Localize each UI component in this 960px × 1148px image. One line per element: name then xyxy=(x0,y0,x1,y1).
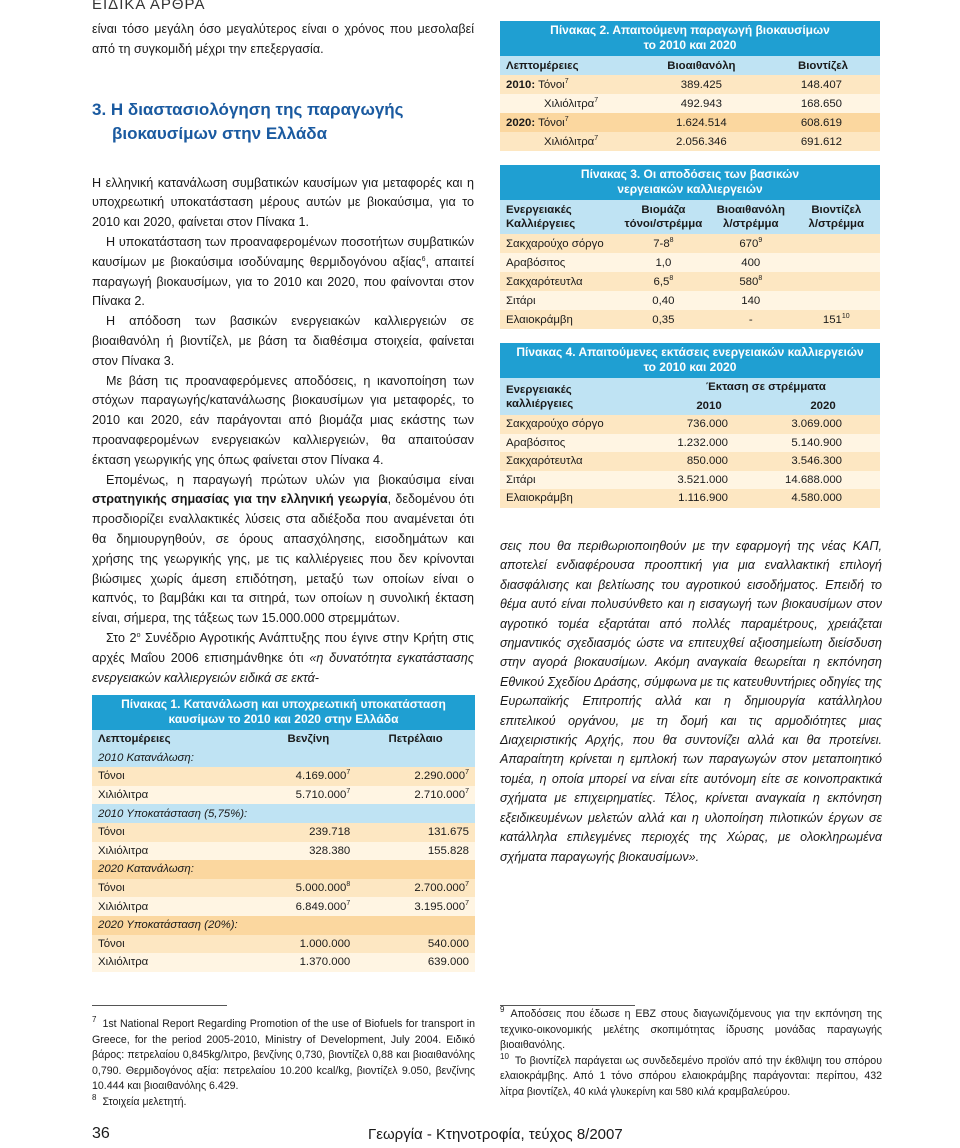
table-cell: 155.828 xyxy=(356,842,475,861)
paragraph-2-text-a: Η υποκατάσταση των προαναφερομένων ποσοτήτων συμβατικών καυσίμων με βιοκαύσιμα ισοδύναμης θερμιδογόνου αξίας xyxy=(92,234,474,269)
table-row xyxy=(500,75,880,94)
table-row xyxy=(500,132,880,151)
table-1-title-line1: Πίνακας 1. Κατανάλωση και υποχρεωτική υποκατάσταση xyxy=(121,697,446,711)
table-cell: Αραβόσιτος xyxy=(500,434,652,453)
paragraph-6-text-b: Συνέδριο Αγροτικής Ανάπτυξης που έγινε στην Κρήτη στις αρχές Μαΐου 2006 επισημάνθηκε ότι xyxy=(92,630,474,665)
page-number: 36 xyxy=(92,1125,110,1142)
table-cell: Σιτάρι xyxy=(500,291,618,310)
paragraph-6 xyxy=(92,629,474,688)
table-cell: Χιλιόλιτρα$^7$ xyxy=(500,94,637,113)
right-column-paragraph: σεις που θα περιθωριοποιηθούν με την εφαρμογή της νέας ΚΑΠ, αποτελεί ενδιαφέρουσα προοπτική για μια εναλλακτική επιλογή διασφάλισης και βελτίωσης του αγροτικού εισοδήματος. Επειδή το θέμα αυτό είναι πολυσύνθετο και η εισαγωγή των βιοκαυσίμων στον αγροτικό τομέα εξαρτάται από πολλές παραμέτρους, χρειάζεται σημαντικός σχεδιασμός ώστε να επιτευχθεί αξιοσημείωτη διείσδυση στην αγορά βιοκαυσίμων. Ακόμη αναγκαία θεωρείται η εκπόνηση Εθνικού Σχεδίου Δράσης, σύμφωνα με τις κατευθυντήριες οδηγίες της Ευρωπαϊκής Επιτροπής αλλά και η δημιουργία κατάλληλου επιτελικού οργάνου, με τη δομή και τις αρμοδιότητες μιας Διαχειριστικής Αρχής, που θα συντονίζει αλλά και θα προτείνει. Απαραίτητη κρίνεται η εμπλοκή των παραγωγών στον μεταποιητικό τομέα, η οποία μπορεί να είναι είτε αυτόνομη είτε σε κοινοπρακτικά σχήματα με επιχειρηματίες. Τέλος, κρίνεται αναγκαία η εκπόνηση εξειδικευμένων μελετών αλλά και η υλοποίηση πιλοτικών έργων σε κατάλληλα επιλεγμένες περιοχές της Χώρας, με ολοκληρωμένα σχήματα παραγωγής βιοκαυσίμων». xyxy=(500,539,882,864)
table-3-title-line2: νεργειακών καλλιεργειών xyxy=(617,182,763,196)
table-cell: Χιλιόλιτρα xyxy=(92,953,261,972)
table-1 xyxy=(92,695,475,972)
table-cell: 328.380 xyxy=(261,842,357,861)
table-cell: $6,5^8$ xyxy=(618,272,709,291)
footnote-8: $^8$ Στοιχεία μελετητή. xyxy=(92,1093,187,1108)
footnote-9: $^9$ Αποδόσεις που έδωσε η ΕΒΖ στους διαγωνιζόμενους για την εκπόνηση της τεχνικο-οικονομικής μελέτης σκοπιμότητας ίδρυσης μονάδας παραγωγής βιοαιθανόλης. xyxy=(500,1005,882,1052)
table-cell: Σιτάρι xyxy=(500,471,652,490)
table-cell: 850.000 xyxy=(652,452,766,471)
table-1-header xyxy=(92,730,475,749)
table-cell: $670^9$ xyxy=(709,234,793,253)
right-column xyxy=(500,537,882,867)
paragraph-6-text-a: Στο 2 xyxy=(106,630,137,645)
table-cell: Χιλιόλιτρα xyxy=(92,786,261,805)
table-row xyxy=(500,253,880,272)
table-cell: 1.000.000 xyxy=(261,935,357,954)
table-cell: 2.710.000$^7$ xyxy=(356,786,475,805)
table-row xyxy=(500,94,880,113)
paragraph-2 xyxy=(92,233,474,312)
section-heading-line1: 3. Η διαστασιολόγηση της παραγωγής xyxy=(92,99,404,119)
table-row xyxy=(92,767,475,786)
table-cell: 691.612 xyxy=(766,132,880,151)
table-cell: - xyxy=(709,310,793,329)
table-4-header-2020: 2020 xyxy=(766,397,880,416)
table-2-title xyxy=(500,21,880,56)
table-2-title-line1: Πίνακας 2. Απαιτούμενη παραγωγή βιοκαυσίμων xyxy=(550,23,830,37)
table-cell: 389.425 xyxy=(637,75,766,94)
table-4-header-2010: 2010 xyxy=(652,397,766,416)
footnote-rule-right xyxy=(500,1005,635,1006)
paragraph-6-ordinal: ο xyxy=(136,631,141,639)
table-cell: 3.069.000 xyxy=(766,415,880,434)
table-cell: 148.407 xyxy=(766,75,880,94)
table-4-header xyxy=(500,378,880,397)
table-row xyxy=(92,842,475,861)
table-cell: 140 xyxy=(709,291,793,310)
table-row xyxy=(500,291,880,310)
table-cell: 5.710.000$^7$ xyxy=(261,786,357,805)
table-3-header-biodiesel: Βιοντίζελ λ/στρέμμα xyxy=(793,200,880,234)
table-cell: 5.000.000$^8$ xyxy=(261,879,357,898)
table-1-title-line2: καυσίμων το 2010 και 2020 στην Ελλάδα xyxy=(168,712,399,726)
paragraph-5-emphasis: στρατηγικής σημασίας για την ελληνική γεωργία xyxy=(92,492,388,507)
table-cell: Τόνοι xyxy=(92,823,261,842)
table-cell: 4.169.000$^7$ xyxy=(261,767,357,786)
table-cell: Τόνοι xyxy=(92,879,261,898)
footnotes-left xyxy=(92,1017,475,1111)
table-cell: Σακχαρότευτλα xyxy=(500,272,618,291)
table-cell: 2.056.346 xyxy=(637,132,766,151)
table-cell: Σακχαρούχο σόργο xyxy=(500,415,652,434)
table-cell: 4.580.000 xyxy=(766,489,880,508)
table-cell: Χιλιόλιτρα xyxy=(92,897,261,916)
paragraph-5-text-a: Επομένως, η παραγωγή πρώτων υλών για βιοκαύσιμα είναι xyxy=(106,472,474,487)
table-cell: 131.675 xyxy=(356,823,475,842)
table-3-header-biomass: Βιομάζα τόνοι/στρέμμα xyxy=(618,200,709,234)
table-cell: 492.943 xyxy=(637,94,766,113)
table-cell: 168.650 xyxy=(766,94,880,113)
table-cell: 14.688.000 xyxy=(766,471,880,490)
table-2 xyxy=(500,21,880,151)
section-heading-line2: βιοκαυσίμων στην Ελλάδα xyxy=(112,123,328,143)
table-2-header-bioethanol: Βιοαιθανόλη xyxy=(637,56,766,75)
footnote-10: $^{10}$ Το βιοντίζελ παράγεται ως συνδεδεμένο προϊόν από την έκθλιψη του σπόρου ελαιοκράμβης. Από 1 τόνο σπόρου ελαιοκράμβης παράγονται: περίπου, 432 λίτρα βιοντίζελ, 40 κιλά γλυκερίνη και 580 κιλά κραμβαλεύρου. xyxy=(500,1052,882,1098)
table-3-title xyxy=(500,165,880,200)
table-4-body xyxy=(500,415,880,508)
table-cell: 6.849.000$^7$ xyxy=(261,897,357,916)
table-cell: 2010: Τόνοι$^7$ xyxy=(500,75,637,94)
intro-paragraph: είναι τόσο μεγάλη όσο μεγαλύτερος είναι ο χρόνος που μεσολαβεί από τη συγκομιδή μέχρι την επεξεργασία. xyxy=(92,22,474,56)
section-tag: ΕΙΔΙΚΑ ΑΡΘΡΑ xyxy=(92,0,206,13)
section-heading xyxy=(92,98,474,146)
table-row xyxy=(500,310,880,329)
table-cell: 0,35 xyxy=(618,310,709,329)
table-row xyxy=(500,489,880,508)
table-cell: 608.619 xyxy=(766,113,880,132)
table-4-title-line1: Πίνακας 4. Απαιτούμενες εκτάσεις ενεργειακών καλλιεργειών xyxy=(516,345,864,359)
table-cell: Χιλιόλιτρα xyxy=(92,842,261,861)
paragraph-3: Η απόδοση των βασικών ενεργειακών καλλιεργειών σε βιοαιθανόλη ή βιοντίζελ, με βάση τα διαθέσιμα στοιχεία, φαίνεται στον Πίνακα 3. xyxy=(92,314,474,368)
table-4 xyxy=(500,343,880,508)
table-cell: Χιλιόλιτρα$^7$ xyxy=(500,132,637,151)
table-cell: 3.521.000 xyxy=(652,471,766,490)
table-cell: Τόνοι xyxy=(92,767,261,786)
table-3-header-crops: Ενεργειακές Καλλιέργειες xyxy=(500,200,618,234)
table-3-title-line1: Πίνακας 3. Οι αποδόσεις των βασικών xyxy=(580,167,800,181)
table-cell: 239.718 xyxy=(261,823,357,842)
table-cell: 0,40 xyxy=(618,291,709,310)
table-3-header-bioethanol: Βιοαιθανόλη λ/στρέμμα xyxy=(709,200,793,234)
table-4-title-line2: το 2010 και 2020 xyxy=(643,360,737,374)
paragraph-2-text-b: , απαιτεί παραγωγή βιοκαυσίμων, για το 2010 και 2020, που φαίνονται στον Πίνακα 2. xyxy=(92,254,474,309)
table-4-header-area: Έκταση σε στρέμματα xyxy=(652,378,880,397)
table-2-title-line2: το 2010 και 2020 xyxy=(643,38,737,52)
table-cell: 3.546.300 xyxy=(766,452,880,471)
table-row xyxy=(92,935,475,954)
table-1-header-diesel: Πετρέλαιο xyxy=(356,730,475,749)
table-cell: $7-8^8$ xyxy=(618,234,709,253)
table-cell: 400 xyxy=(709,253,793,272)
table-1-header-petrol: Βενζίνη xyxy=(261,730,357,749)
table-cell xyxy=(793,253,880,272)
paragraph-6-quote: «η δυνατότητα εγκατάστασης ενεργειακών καλλιεργειών ειδικά σε εκτά- xyxy=(92,650,474,685)
table-cell: Σακχαρότευτλα xyxy=(500,452,652,471)
table-row xyxy=(500,452,880,471)
table-cell: 1.232.000 xyxy=(652,434,766,453)
table-2-header-biodiesel: Βιοντίζελ xyxy=(766,56,880,75)
table-row xyxy=(500,272,880,291)
table-1-section xyxy=(92,749,475,768)
paragraph-5 xyxy=(92,471,474,629)
table-2-header xyxy=(500,56,880,75)
table-row xyxy=(500,471,880,490)
table-cell: Σακχαρούχο σόργο xyxy=(500,234,618,253)
table-cell xyxy=(793,234,880,253)
table-cell: 639.000 xyxy=(356,953,475,972)
table-cell: 736.000 xyxy=(652,415,766,434)
table-row xyxy=(92,786,475,805)
table-1-section xyxy=(92,860,475,879)
table-1-section xyxy=(92,916,475,935)
table-cell: 1.370.000 xyxy=(261,953,357,972)
table-1-section-label: 2020 Υποκατάσταση (20%): xyxy=(92,916,475,935)
table-1-title xyxy=(92,695,475,730)
table-row xyxy=(500,234,880,253)
table-1-section-label: 2020 Κατανάλωση: xyxy=(92,860,475,879)
table-cell xyxy=(793,291,880,310)
table-cell: Τόνοι xyxy=(92,935,261,954)
footnotes-right xyxy=(500,1007,882,1101)
table-4-header-crops: Ενεργειακές καλλιέργειες xyxy=(500,378,652,415)
table-cell: 1.624.514 xyxy=(637,113,766,132)
table-cell xyxy=(793,272,880,291)
table-3-header xyxy=(500,200,880,234)
table-row xyxy=(92,823,475,842)
table-row xyxy=(500,434,880,453)
paragraph-5-text-b: , δεδομένου ότι προσδιορίζει εναλλακτικές λύσεις στα αδιέξοδα που αναμένεται ότι θα δημιουργηθούν, σε όρους απασχόλησης, εισοδημάτων και χρήσης της γεωργικής γης, με τις καλλιέργειες που δεν κρίνονται βιώσιμες χωρίς άμεση επιδότηση, μεταξύ των οποίων είναι ο καπνός, το βαμβάκι και τα σιτηρά, των οποίων η συνολική έκταση είναι, σήμερα, της τάξεως των 15.000.000 στρεμμάτων. xyxy=(92,492,474,626)
table-cell: 3.195.000$^7$ xyxy=(356,897,475,916)
paragraph-2-footnote-ref: 6 xyxy=(421,255,426,263)
table-cell: Αραβόσιτος xyxy=(500,253,618,272)
table-1-section xyxy=(92,804,475,823)
table-1-section-label: 2010 Υποκατάσταση (5,75%): xyxy=(92,804,475,823)
table-3 xyxy=(500,165,880,329)
table-cell: Ελαιοκράμβη xyxy=(500,310,618,329)
table-cell: 2.290.000$^7$ xyxy=(356,767,475,786)
table-1-section-label: 2010 Κατανάλωση: xyxy=(92,749,475,768)
table-row xyxy=(92,879,475,898)
table-2-header-details: Λεπτομέρειες xyxy=(500,56,637,75)
footnote-7: $^7$ 1st National Report Regarding Promotion of the use of Biofuels for transport in Greece, for the period 2005-2010, Ministry of Development, July 2004. Ειδικό βάρος: πετρελαίου 0,845kg/λιτρο, βενζίνης 0,730, βιοντίζελ 0,88 και βιοαιθανόλης 0,790. Θερμιδογόνος αξία: πετρελαίου 10.200 kcal/kg, βιοντίζελ 9.050, βενζίνης 10.444 και βιοαιθανόλης 6.429. xyxy=(92,1015,475,1093)
table-cell: $580^8$ xyxy=(709,272,793,291)
table-row xyxy=(92,897,475,916)
left-column xyxy=(92,20,474,688)
table-cell: 1,0 xyxy=(618,253,709,272)
paragraph-1: Η ελληνική κατανάλωση συμβατικών καυσίμων για μεταφορές και η υποχρεωτική υποκατάσταση μέρους αυτών με βιοκαύσιμα, για το 2010 και 2020, φαίνεται στον Πίνακα 1. xyxy=(92,175,474,230)
table-cell: Ελαιοκράμβη xyxy=(500,489,652,508)
table-1-header-details: Λεπτομέρειες xyxy=(92,730,261,749)
journal-title: Γεωργία - Κτηνοτροφία, τεύχος 8/2007 xyxy=(368,1126,623,1143)
table-row xyxy=(92,953,475,972)
footnote-rule-left xyxy=(92,1005,227,1006)
table-cell: 2020: Τόνοι$^7$ xyxy=(500,113,637,132)
table-cell: $151^{10}$ xyxy=(793,310,880,329)
table-cell: 5.140.900 xyxy=(766,434,880,453)
table-4-title xyxy=(500,343,880,378)
table-row xyxy=(500,113,880,132)
table-cell: 540.000 xyxy=(356,935,475,954)
paragraph-4: Με βάση τις προαναφερόμενες αποδόσεις, η ικανοποίηση των στόχων παραγωγής/κατανάλωσης βιοκαυσίμων για μεταφορές, το 2010 και 2020, εάν παράγονται από βιομάζα μιας εκάστης των προαναφερομένων ενεργειακών καλλιεργειών, θα απαιτούσαν έκταση γεωργικής γης όπως φαίνεται στον Πίνακα 4. xyxy=(92,373,474,467)
table-cell: 2.700.000$^7$ xyxy=(356,879,475,898)
table-row xyxy=(500,415,880,434)
table-cell: 1.116.900 xyxy=(652,489,766,508)
